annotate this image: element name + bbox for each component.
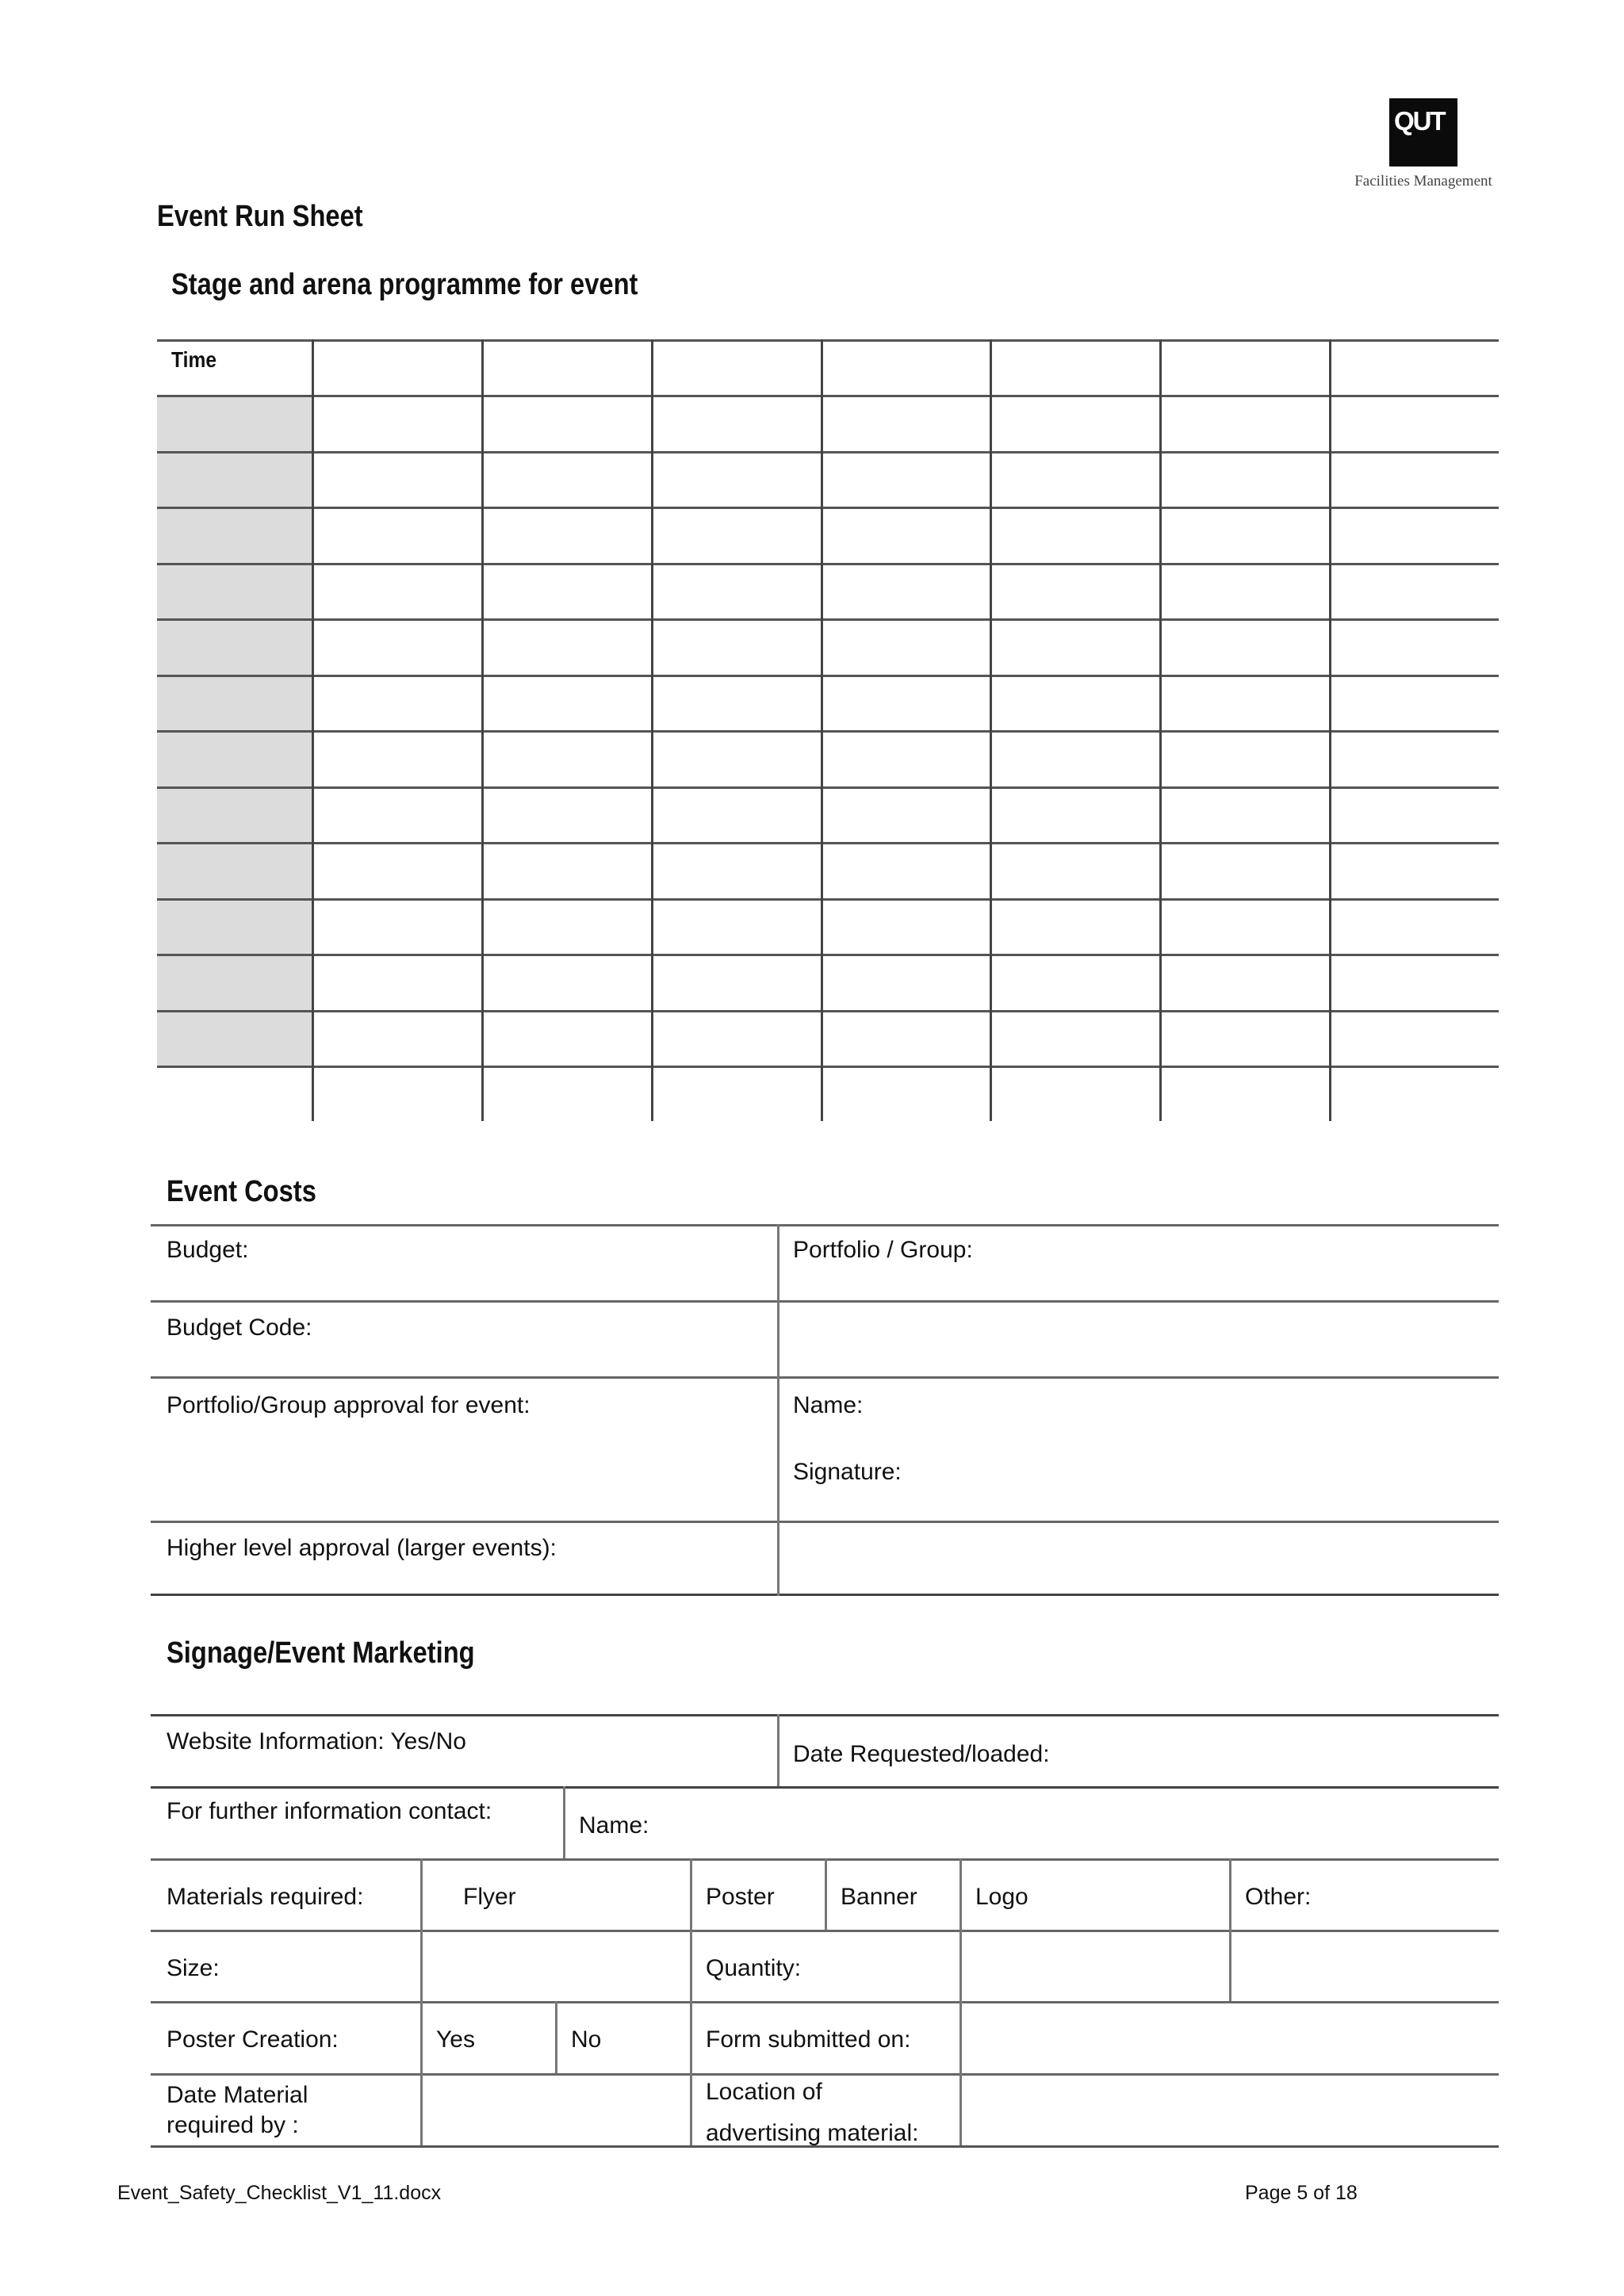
table-line <box>151 1594 1499 1596</box>
grid-line <box>157 730 1499 733</box>
grid-line <box>157 563 1499 565</box>
location-label-line2: advertising material: <box>706 2120 919 2146</box>
grid-line <box>157 507 1499 509</box>
footer-page-number: Page 5 of 18 <box>1245 2182 1358 2204</box>
grid-line <box>157 898 1499 901</box>
grid-line <box>1159 339 1162 1121</box>
grid-line <box>1329 339 1331 1121</box>
table-line <box>777 1224 779 1596</box>
website-info-label: Website Information: Yes/No <box>167 1728 466 1755</box>
table-line <box>151 1300 1499 1303</box>
signature-label: Signature: <box>793 1459 902 1485</box>
event-costs-table <box>151 1224 1499 1597</box>
signage-title: Signage/Event Marketing <box>167 1636 475 1670</box>
table-line <box>151 1376 1499 1379</box>
poster-creation-label: Poster Creation: <box>167 2026 339 2053</box>
table-line <box>151 2073 1499 2076</box>
table-line <box>151 1521 1499 1523</box>
date-requested-label: Date Requested/loaded: <box>793 1741 1050 1767</box>
grid-line <box>157 675 1499 677</box>
logo-mark: QUT <box>1394 106 1445 136</box>
grid-line <box>157 451 1499 453</box>
poster-label: Poster <box>706 1884 775 1910</box>
grid-line <box>157 842 1499 844</box>
grid-line <box>821 339 823 1121</box>
table-line <box>777 1714 779 1786</box>
grid-line <box>990 339 992 1121</box>
materials-label: Materials required: <box>167 1884 364 1910</box>
grid-line <box>157 954 1499 956</box>
banner-label: Banner <box>841 1884 917 1910</box>
contact-name-label: Name: <box>579 1812 649 1839</box>
grid-line <box>157 618 1499 621</box>
yes-label: Yes <box>436 2026 475 2053</box>
table-line <box>151 1786 1499 1789</box>
table-line <box>555 2001 557 2073</box>
qut-logo <box>1389 98 1457 166</box>
grid-line <box>312 339 314 1121</box>
other-label: Other: <box>1245 1884 1312 1910</box>
logo-subtitle: Facilities Management <box>1354 173 1492 189</box>
time-header: Time <box>171 347 217 372</box>
grid-line <box>157 395 1499 397</box>
run-sheet-title: Event Run Sheet <box>157 200 363 233</box>
higher-approval-label: Higher level approval (larger events): <box>167 1535 557 1561</box>
table-line <box>151 1224 1499 1226</box>
location-label-line1: Location of <box>706 2079 822 2105</box>
grid-line <box>157 786 1499 789</box>
table-line <box>420 1858 423 2145</box>
run-sheet-grid <box>157 339 1499 1121</box>
no-label: No <box>571 2026 602 2053</box>
date-material-label-line2: required by : <box>167 2112 299 2138</box>
grid-line <box>157 339 1499 342</box>
table-line <box>959 1858 962 2145</box>
table-line <box>690 1858 692 2145</box>
run-sheet-subtitle: Stage and arena programme for event <box>171 268 638 301</box>
table-line <box>151 1930 1499 1932</box>
portfolio-group-label: Portfolio / Group: <box>793 1237 973 1263</box>
grid-line <box>157 1066 1499 1068</box>
grid-line <box>481 339 484 1121</box>
footer-filename: Event_Safety_Checklist_V1_11.docx <box>117 2182 442 2204</box>
signage-table <box>151 1714 1499 2155</box>
contact-label: For further information contact: <box>167 1798 492 1824</box>
grid-line <box>651 339 653 1121</box>
grid-line <box>157 1010 1499 1012</box>
flyer-label: Flyer <box>463 1884 516 1910</box>
table-line <box>151 2001 1499 2003</box>
approval-label: Portfolio/Group approval for event: <box>167 1392 530 1418</box>
form-submitted-label: Form submitted on: <box>706 2026 911 2053</box>
table-line <box>825 1858 827 1930</box>
size-label: Size: <box>167 1955 220 1981</box>
logo-label: Logo <box>975 1884 1028 1910</box>
table-line <box>151 1714 1499 1716</box>
quantity-label: Quantity: <box>706 1955 802 1981</box>
budget-label: Budget: <box>167 1237 249 1263</box>
date-material-label-line1: Date Material <box>167 2082 308 2108</box>
name-label: Name: <box>793 1392 864 1418</box>
table-line <box>1229 1858 1231 2001</box>
budget-code-label: Budget Code: <box>167 1314 312 1341</box>
table-line <box>563 1786 565 1858</box>
event-costs-title: Event Costs <box>167 1175 316 1208</box>
